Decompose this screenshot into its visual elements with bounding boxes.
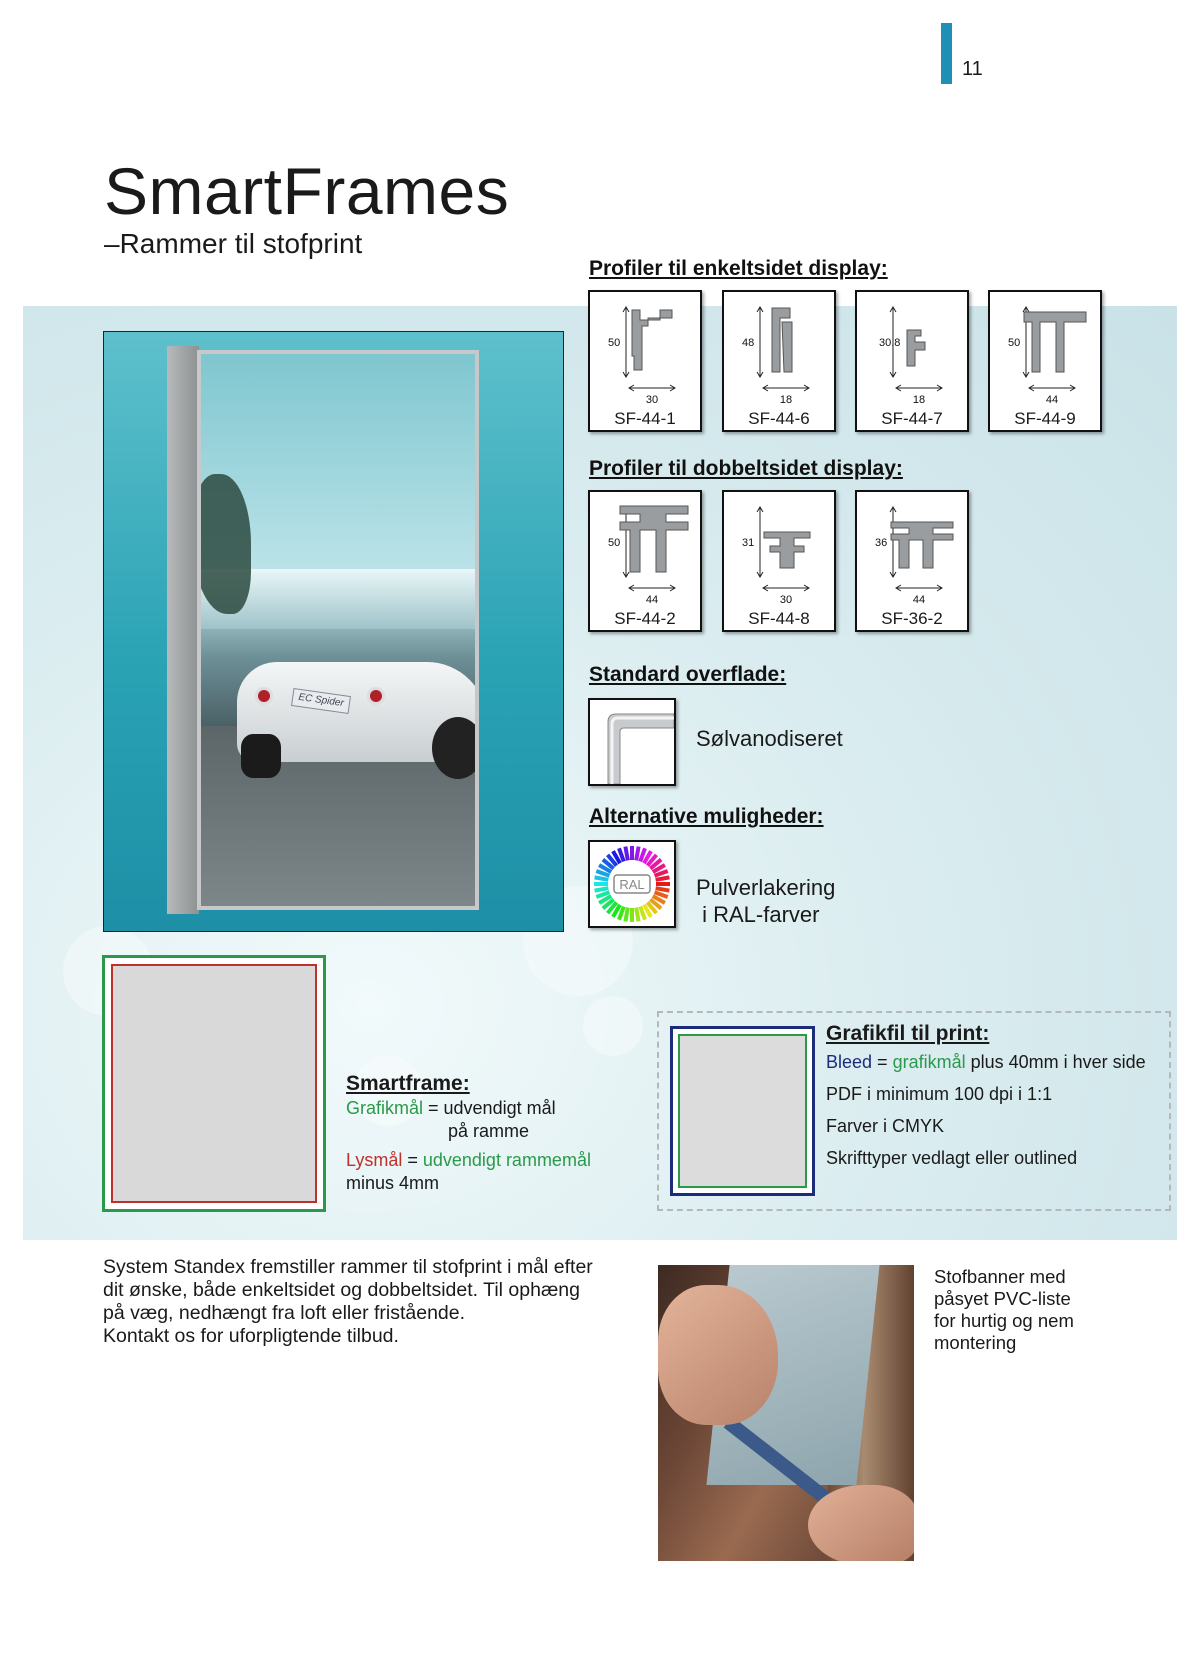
car-plate: EC Spider [291,688,351,714]
width-dimension: 44 [912,594,926,604]
ral-swatch [588,840,676,928]
alternatives-line1: Pulverlakering [696,875,836,900]
ral-segment [595,888,609,890]
bleed-diagram [670,1026,815,1196]
heading-alternatives: Alternative muligheder: [589,805,824,828]
ral-segment [656,888,670,890]
print-file-description: Grafikfil til print: Bleed = grafikmål plus 40mm i hver side PDF i minimum 100 dpi i 1:1 Farver i CMYK Skrifttyper vedlagt eller outlined [826,1023,1166,1179]
page-number: 11 [962,58,983,80]
ral-color-wheel-icon [590,842,674,926]
alternatives-line2: i RAL-farver [696,902,820,927]
product-photo [103,331,564,932]
profile-code: SF-44-2 [614,609,676,628]
height-dimension: 31 [742,537,755,549]
width-dimension: 30 [779,594,793,604]
lightbox-frame [167,346,477,914]
page-accent-bar [941,23,952,84]
profile-code: SF-44-6 [748,409,810,428]
color-requirement: Farver i CMYK [826,1116,945,1136]
grafikmaal-term: Grafikmål [346,1098,424,1118]
width-dimension: 44 [1045,394,1059,404]
frame-corner-icon [590,700,674,784]
smartframe-heading: Smartframe: [346,1072,470,1095]
heading-standard-surface: Standard overflade: [589,663,787,686]
heading-single-profiles: Profiler til enkeltsidet display: [589,257,888,280]
car-image [237,632,479,782]
width-dimension: 44 [645,594,659,604]
profile-drawing-icon [590,292,700,404]
width-dimension: 18 [912,394,926,404]
profile-sf-36-2 [855,490,969,632]
fabric-banner-photo [658,1265,914,1561]
lysmaal-term: Lysmål [346,1150,403,1170]
ral-segment [656,877,670,879]
profile-drawing-icon [724,492,834,604]
height-dimension: 50 [608,537,621,549]
ral-segment [625,847,627,861]
photo-caption: Stofbanner med påsyet PVC-liste for hurtig og nem montering [934,1266,1074,1353]
smartframe-description: Smartframe: Grafikmål = udvendigt mål på ramme Lysmål = udvendigt rammemål minus 4mm [346,1072,591,1193]
height-dimension: 50 [1008,337,1021,349]
profile-drawing-icon [724,292,834,404]
bokeh-light [583,996,643,1056]
profile-drawing-icon [590,492,700,604]
profile-code: SF-44-1 [614,409,676,428]
height-dimension: 30.8 [879,337,901,349]
width-dimension: 30 [645,394,659,404]
standard-surface-label: Sølvanodiseret [696,726,843,751]
height-dimension: 50 [608,337,621,349]
height-dimension: 48 [742,337,755,349]
page-subtitle: –Rammer til stofprint [104,228,363,259]
smartframe-diagram [102,955,326,1212]
anodized-corner-swatch [588,698,676,786]
profile-drawing-icon [990,292,1100,404]
ral-segment [595,877,609,879]
pdf-requirement: PDF i minimum 100 dpi i 1:1 [826,1084,1053,1104]
ral-segment [636,847,638,861]
profile-code: SF-36-2 [881,609,943,628]
profile-code: SF-44-9 [1014,409,1076,428]
profile-code: SF-44-7 [881,409,943,428]
page-title: SmartFrames [104,154,510,228]
width-dimension: 18 [779,394,793,404]
profile-sf-44-9 [988,290,1102,432]
body-paragraph: System Standex fremstiller rammer til stofprint i mål efter dit ønske, både enkeltsidet og dobbeltsidet. Til ophæng på væg, nedhængt fra loft eller fristående. Kontakt os for uforpligtende tilbud. [103,1256,593,1347]
profile-code: SF-44-8 [748,609,810,628]
profile-sf-44-1 [588,290,702,432]
print-file-heading: Grafikfil til print: [826,1022,990,1045]
font-requirement: Skrifttyper vedlagt eller outlined [826,1148,1078,1168]
print-file-box [657,1011,1171,1211]
bleed-term: Bleed [826,1052,873,1072]
profile-drawing-icon [857,292,967,404]
ral-segment [625,908,627,922]
ral-segment [636,908,638,922]
height-dimension: 36 [875,537,888,549]
heading-double-profiles: Profiler til dobbeltsidet display: [589,457,903,480]
profile-drawing-icon [857,492,967,604]
profile-sf-44-2 [588,490,702,632]
profile-sf-44-6 [722,290,836,432]
svg-text:RAL: RAL [619,877,645,892]
profile-sf-44-7 [855,290,969,432]
profile-sf-44-8 [722,490,836,632]
